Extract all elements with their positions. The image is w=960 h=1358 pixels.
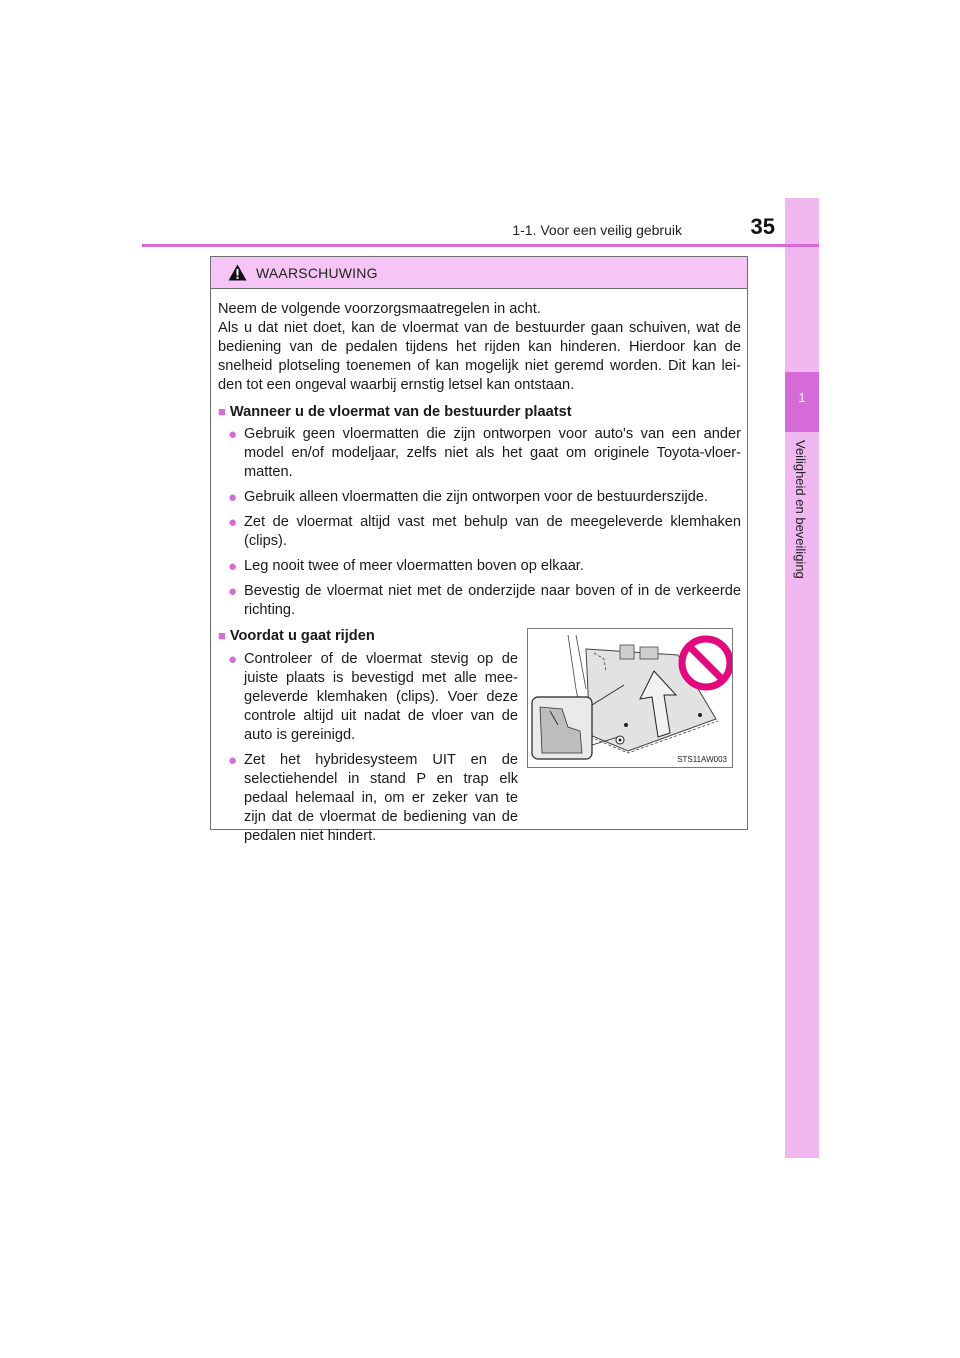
bullet-dot-icon: ● <box>228 583 238 600</box>
section-heading-text: Voordat u gaat rijden <box>229 628 375 644</box>
warning-header <box>211 257 747 289</box>
list-item-text: Gebruik alleen vloermatten die zijn ontworpen voor de bestuurderszijde. <box>244 489 709 505</box>
floor-mat-illustration <box>527 628 733 768</box>
chapter-label <box>785 440 819 650</box>
list-item <box>228 751 518 846</box>
floor-mat-drawing <box>528 629 732 767</box>
bullet-dot-icon: ● <box>228 752 238 769</box>
list-item-text: Zet de vloermat altijd vast met behulp van de meegeleverde klemhaken (clips). <box>244 514 741 549</box>
intro-line: Neem de volgende voorzorgsmaatregelen in acht. <box>218 301 541 317</box>
warning-intro <box>218 300 741 395</box>
bullet-dot-icon: ● <box>228 489 238 506</box>
illustration-code: STS11AW003 <box>677 755 727 764</box>
intro-line: Als u dat niet doet, kan de vloermat van de bestuurder gaan schuiven, wat de bediening van de pedalen tijdens het rijden kan hinderen. Hierdoor kan de snelheid plotseling toenemen of kan mogelijk niet geremd worden. Dit kan lei- den tot een ongeval waarbij ernstig letsel kan ontstaan. <box>218 320 741 393</box>
page-number: 35 <box>750 214 775 239</box>
list-item-text: Bevestig de vloermat niet met de onderzijde naar boven of in de verkeerde richting. <box>244 583 741 618</box>
bullet-dot-icon: ● <box>228 651 238 668</box>
square-bullet-icon: ■ <box>218 628 226 643</box>
warning-title: WAARSCHUWING <box>256 265 378 281</box>
split-text-column <box>218 650 518 852</box>
warning-triangle-icon <box>228 264 247 281</box>
header-rule <box>142 244 819 247</box>
list-item <box>228 582 741 620</box>
list-item-text: Zet het hybridesysteem UIT en de selectiehendel in stand P en trap elk pedaal helemaal in, om er zeker van te zijn dat de vloermat de bediening van de pedalen niet hindert. <box>244 752 518 844</box>
warning-box <box>210 256 748 844</box>
chapter-label-text: Veiligheid en beveiliging <box>793 440 808 579</box>
list-item <box>228 557 741 576</box>
bullet-dot-icon: ● <box>228 426 238 443</box>
list-item <box>228 488 741 507</box>
section-heading <box>218 402 741 422</box>
section-heading-text: Wanneer u de vloermat van de bestuurder plaatst <box>229 404 572 420</box>
list-item-text: Gebruik geen vloermatten die zijn ontworpen voor auto's van een ander model en/of modeljaar, zelfs niet als het gaat om originele Toyota-vloer- matten. <box>244 426 741 480</box>
section-title: 1-1. Voor een veilig gebruik <box>512 222 682 238</box>
bullet-dot-icon: ● <box>228 558 238 575</box>
chapter-side-tab <box>785 198 819 1158</box>
list-item <box>228 425 741 482</box>
bullet-dot-icon: ● <box>228 514 238 531</box>
chapter-number: 1 <box>798 390 806 405</box>
list-item <box>228 650 518 745</box>
list-item-text: Controleer of de vloermat stevig op de juiste plaats is bevestigd met alle mee- geleverde klemhaken (clips). Voer deze controle altijd uit nadat de vloer van de auto is gereinigd. <box>244 651 518 743</box>
square-bullet-icon: ■ <box>218 404 226 419</box>
list-item-text: Leg nooit twee of meer vloermatten boven op elkaar. <box>244 558 584 574</box>
list-item <box>228 513 741 551</box>
